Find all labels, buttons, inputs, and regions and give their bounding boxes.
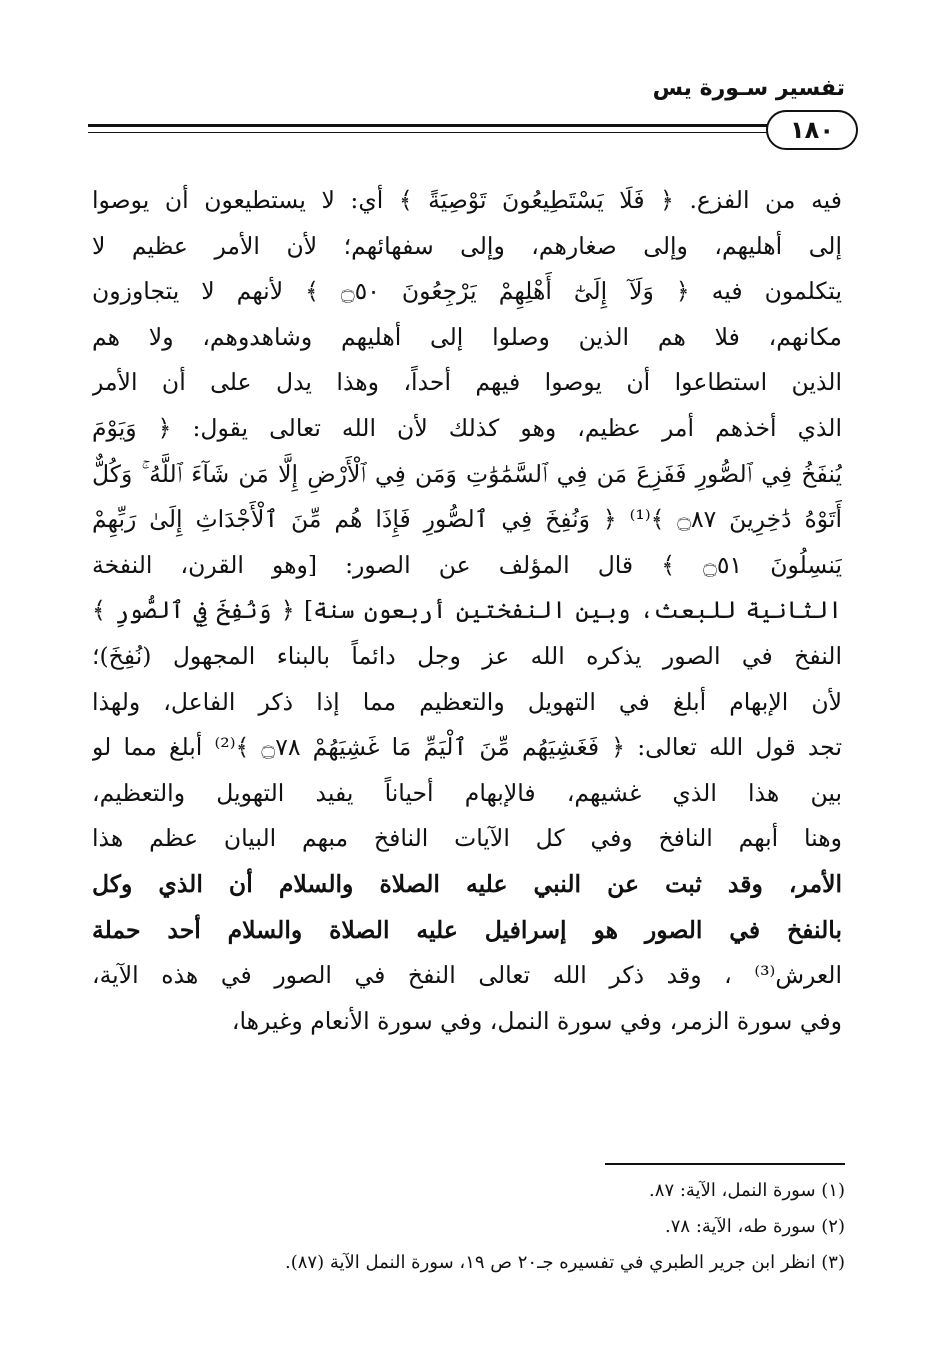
text-line-bold: بالنفخ في الصور هو إسرافيل عليه الصلاة والسلام أحد حملة: [92, 915, 842, 944]
footnote: (٢) سورة طه، الآية: ٧٨.: [665, 1216, 845, 1237]
text-line: الذين استطاعوا أن يوصوا فيهم أحداً، وهذا يدل على أن الأمر: [92, 368, 842, 397]
text-line: الثانية للبعث، وبين النفختين أربعون سنة] ﴿ وَنُفِخَ فِي ٱلصُّورِ ﴾: [92, 596, 842, 625]
text-line: أَتَوْهُ دَٰخِرِينَ ۝٨٧ ﴾⁽¹⁾ ﴿ وَنُفِخَ فِي ٱلصُّورِ فَإِذَا هُم مِّنَ ٱلْأَجْدَاثِ إِلَىٰ رَبِّهِمْ: [92, 505, 842, 534]
page-number-badge: [766, 110, 858, 150]
footnote: (٣) انظر ابن جرير الطبري في تفسيره جـ٢٠ ص ١٩، سورة النمل الآية (٨٧).: [285, 1252, 845, 1273]
footnote: (١) سورة النمل، الآية: ٨٧.: [649, 1180, 845, 1201]
text-line: النفخ في الصور يذكره الله عز وجل دائماً بالبناء المجهول (نُفِخَ)؛: [92, 641, 842, 670]
text-line: فيه من الفزع. ﴿ فَلَا يَسْتَطِيعُونَ تَوْصِيَةً ﴾ أي: لا يستطيعون أن يوصوا: [92, 186, 842, 214]
text-line: لأن الإبهام أبلغ في التهويل والتعظيم مما إذا ذكر الفاعل، ولهذا: [92, 687, 842, 716]
text-line: يَنسِلُونَ ۝٥١ ﴾ قال المؤلف عن الصور: [وهو القرن، النفخة: [92, 550, 842, 579]
header-rule-thin: [88, 132, 808, 133]
text-line-bold: الأمر، وقد ثبت عن النبي عليه الصلاة والسلام أن الذي وكل: [92, 869, 842, 898]
body-text: [92, 178, 842, 1044]
footnotes: [145, 1182, 845, 1290]
footnote-separator: [605, 1163, 845, 1165]
text-line: تجد قول الله تعالى: ﴿ فَغَشِيَهُم مِّنَ ٱلْيَمِّ مَا غَشِيَهُمْ ۝٧٨ ﴾⁽²⁾ أبلغ مما لو: [92, 733, 842, 762]
text-line: يُنفَخُ فِي ٱلصُّورِ فَفَزِعَ مَن فِي ٱلسَّمَٰوَٰتِ وَمَن فِي ٱلْأَرْضِ إِلَّا مَن شَآءَ ٱللَّهُ ۚ وَكُلٌّ: [92, 459, 842, 488]
text-line: يتكلمون فيه ﴿ وَلَآ إِلَىٰٓ أَهْلِهِمْ يَرْجِعُونَ ۝٥٠ ﴾ لأنهم لا يتجاوزون: [92, 277, 842, 306]
text-line: مكانهم، فلا هم الذين وصلوا إلى أهليهم وشاهدوهم، ولا هم: [92, 322, 842, 351]
text-line: الذي أخذهم أمر عظيم، وهو كذلك لأن الله تعالى يقول: ﴿ وَيَوْمَ: [92, 413, 842, 442]
text-line: إلى أهليهم، وإلى صغارهم، وإلى سفهائهم؛ لأن الأمر عظيم لا: [92, 231, 842, 260]
text-line: بين هذا الذي غشيهم، فالإبهام أحياناً يفيد التهويل والتعظيم،: [92, 778, 842, 807]
text-line: وفي سورة الزمر، وفي سورة النمل، وفي سورة الأنعام وغيرها،: [231, 1006, 842, 1035]
header-rule-thick: [88, 124, 808, 127]
running-title: تفسير سـورة يس: [652, 76, 845, 101]
page-number: ١٨٠: [790, 116, 834, 144]
text-line: العرش⁽³⁾ ، وقد ذكر الله تعالى النفخ في الصور في هذه الآية،: [92, 961, 842, 990]
text-line: وهنا أبهم النافخ وفي كل الآيات النافخ مبهم البيان عظم هذا: [92, 824, 842, 853]
